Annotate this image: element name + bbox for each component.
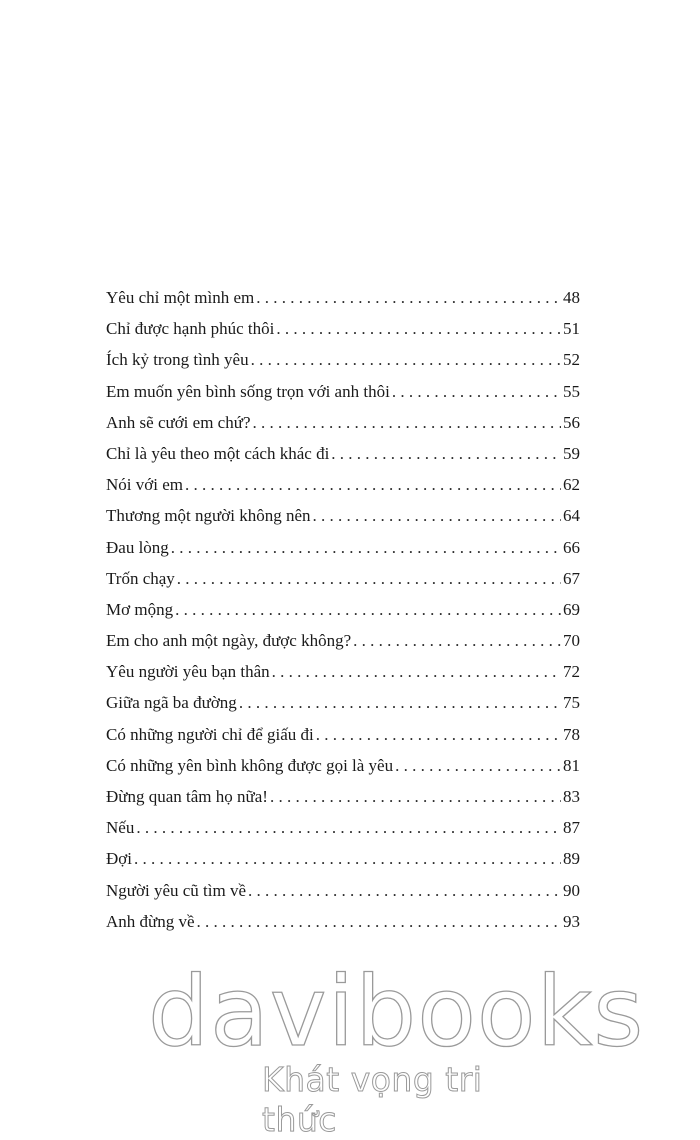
toc-entry [106, 594, 580, 625]
toc-entry-page: 83 [563, 787, 580, 806]
toc-entry [106, 750, 580, 781]
toc-entry-title: Anh sẽ cưới em chứ? [106, 412, 251, 432]
dot-leader [248, 875, 561, 906]
toc-entry [106, 313, 580, 344]
toc-entry-title: Em muốn yên bình sống trọn với anh thôi [106, 381, 390, 401]
dot-leader [270, 781, 561, 812]
toc-entry-page: 62 [563, 475, 580, 495]
toc-entry-title: Nếu [106, 818, 135, 838]
toc-entry-title: Đừng quan tâm họ nữa! [106, 787, 268, 806]
toc-entry-title: Có những người chỉ để giấu đi [106, 724, 314, 744]
toc-entry-page: 51 [563, 319, 580, 339]
dot-leader [177, 563, 561, 594]
toc-entry-title: Nói với em [106, 475, 183, 495]
toc-entry-title: Trốn chạy [106, 568, 175, 588]
toc-entry [106, 438, 580, 469]
toc-entry [106, 282, 580, 313]
dot-leader [313, 500, 561, 531]
dot-leader [256, 282, 561, 313]
dot-leader [175, 594, 561, 625]
watermark-tagline: Khát vọng tri thức [262, 1060, 483, 1139]
toc-entry [106, 407, 580, 438]
toc-entry-title: Chỉ là yêu theo một cách khác đi [106, 443, 330, 463]
dot-leader [171, 532, 561, 563]
toc-entry [106, 719, 580, 750]
toc-entry-page: 89 [563, 849, 580, 869]
toc-entry [106, 532, 580, 563]
dot-leader [134, 843, 561, 874]
toc-entry-title: Thương một người không nên [106, 506, 311, 526]
dot-leader [251, 344, 561, 375]
toc-entry-page: 56 [563, 412, 580, 432]
dot-leader [272, 656, 561, 687]
toc-entry-page: 78 [563, 724, 580, 744]
toc-entry-page: 52 [563, 350, 580, 370]
toc-entry-title: Người yêu cũ tìm về [106, 880, 247, 900]
toc-entry-title: Yêu chỉ một mình em [106, 288, 255, 307]
toc-entry-title: Anh đừng về [106, 911, 195, 931]
toc-entry [106, 344, 580, 375]
toc-entry [106, 812, 580, 843]
toc-entry-title: Em cho anh một ngày, được không? [106, 631, 352, 651]
toc-entry-title: Đợi [106, 849, 132, 869]
toc-entry-page: 55 [563, 381, 580, 401]
toc-entry-page: 70 [563, 631, 580, 651]
toc-entry-page: 48 [563, 288, 580, 307]
toc-entry-title: Chỉ được hạnh phúc thôi [106, 319, 275, 339]
toc-entry-page: 81 [563, 755, 580, 775]
toc-entry-page: 93 [563, 911, 580, 931]
dot-leader [331, 438, 561, 469]
dot-leader [185, 469, 561, 500]
toc-entry-page: 59 [563, 443, 580, 463]
dot-leader [252, 407, 561, 438]
toc-entry-title: Mơ mộng [106, 599, 174, 619]
dot-leader [276, 313, 561, 344]
toc-entry-title: Đau lòng [106, 537, 169, 557]
toc-entry [106, 906, 580, 937]
toc-entry-page: 69 [563, 599, 580, 619]
toc-entry-page: 67 [563, 568, 580, 588]
toc-entry [106, 656, 580, 687]
toc-entry [106, 376, 580, 407]
dot-leader [353, 625, 561, 656]
dot-leader [392, 376, 561, 407]
toc-entry [106, 500, 580, 531]
toc-entry [106, 687, 580, 718]
toc-entry [106, 781, 580, 812]
dot-leader [395, 750, 561, 781]
toc-entry-title: Yêu người yêu bạn thân [106, 662, 270, 682]
toc-entry-title: Giữa ngã ba đường [106, 693, 237, 713]
toc-entry-page: 64 [563, 506, 580, 526]
dot-leader [197, 906, 561, 937]
toc-entry [106, 843, 580, 874]
toc-entry [106, 469, 580, 500]
table-of-contents [106, 282, 580, 937]
dot-leader [316, 719, 561, 750]
toc-entry-page: 66 [563, 537, 580, 557]
toc-entry-title: Ích kỷ trong tình yêu [106, 350, 249, 370]
toc-entry-page: 90 [563, 880, 580, 900]
dot-leader [136, 812, 561, 843]
watermark-name: davibooks [148, 956, 645, 1068]
toc-entry-page: 87 [563, 818, 580, 838]
toc-entry-page: 72 [563, 662, 580, 682]
toc-entry [106, 875, 580, 906]
toc-entry [106, 563, 580, 594]
toc-entry [106, 625, 580, 656]
toc-entry-page: 75 [563, 693, 580, 713]
toc-entry-title: Có những yên bình không được gọi là yêu [106, 755, 394, 775]
dot-leader [239, 687, 561, 718]
publisher-watermark [140, 956, 645, 1139]
